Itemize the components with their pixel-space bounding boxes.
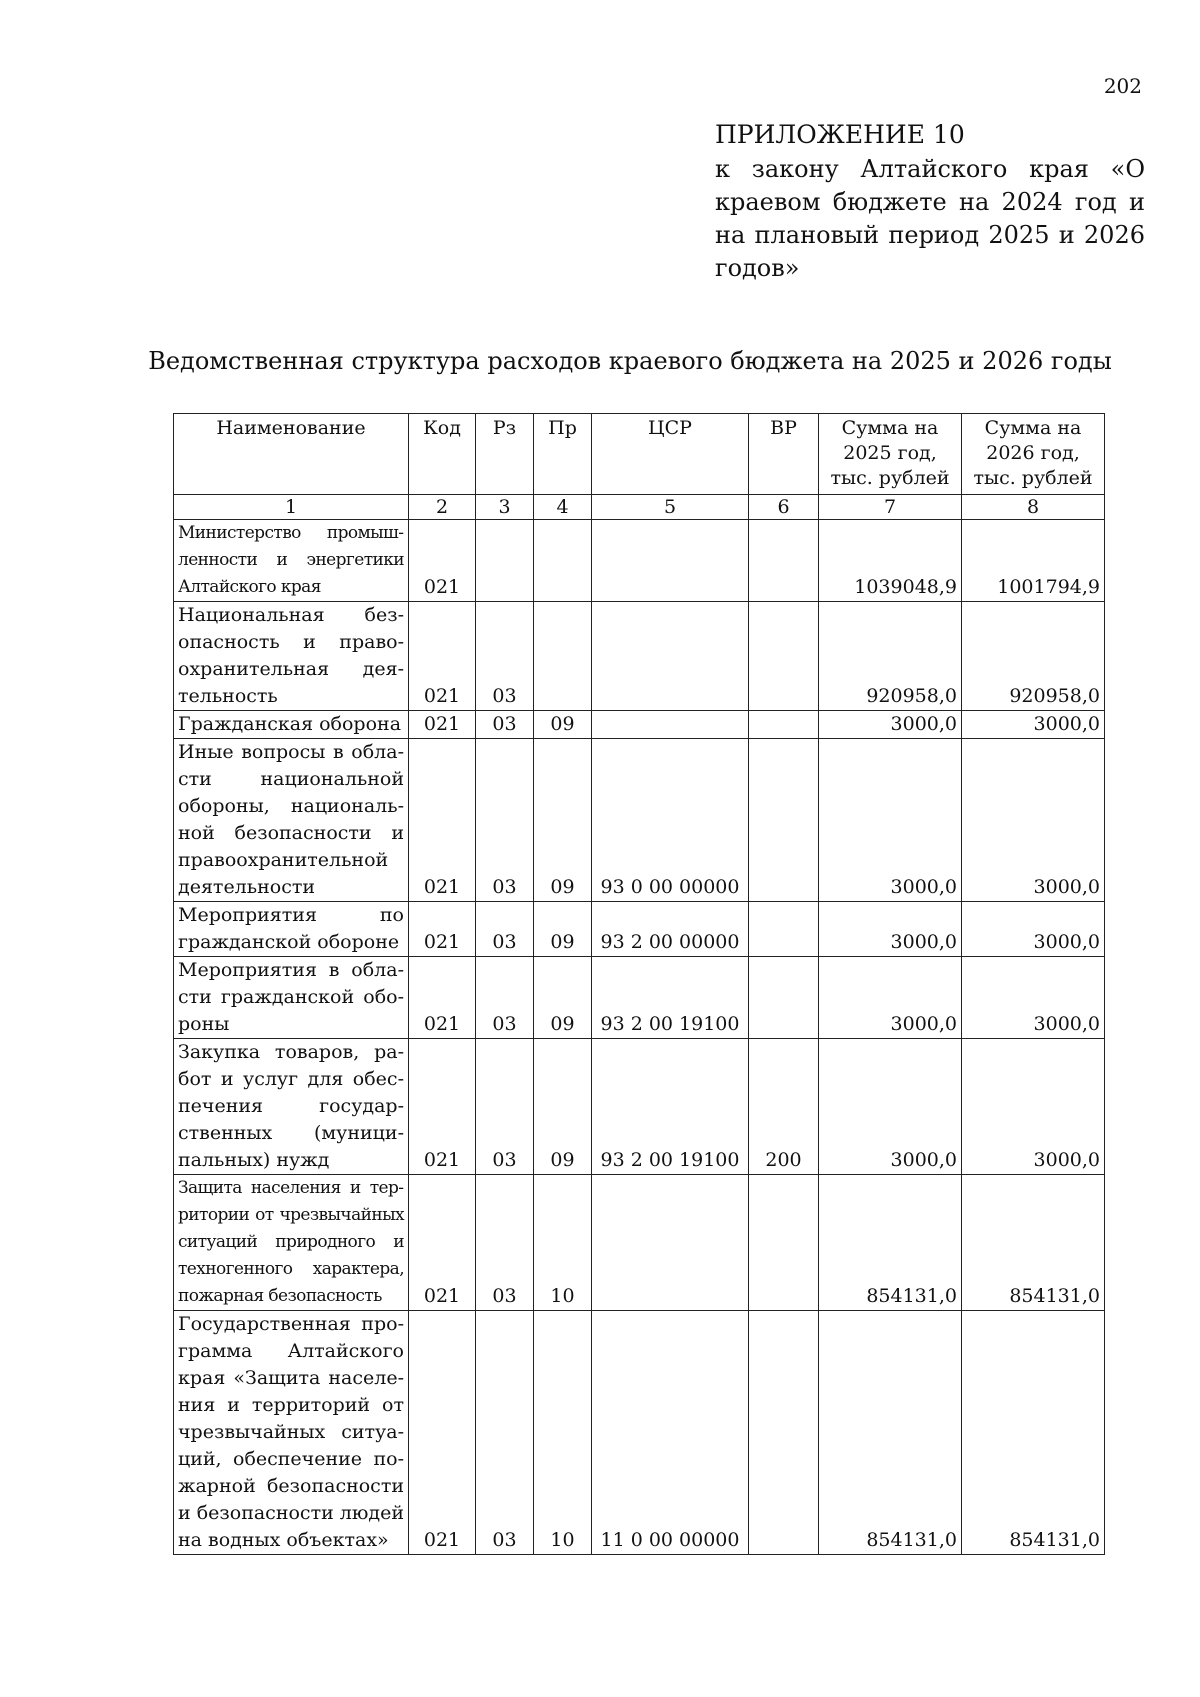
cell-rz: 03 <box>476 1175 534 1311</box>
header-pr: Пр <box>534 414 592 495</box>
header-sum-2025: Сумма на 2025 год, тыс. рублей <box>819 414 962 495</box>
cell-csr <box>592 602 749 711</box>
cell-sum-2026: 854131,0 <box>962 1175 1105 1311</box>
header-csr: ЦСР <box>592 414 749 495</box>
cell-kod: 021 <box>409 739 476 902</box>
cell-vr <box>749 902 819 957</box>
cell-sum-2026: 3000,0 <box>962 711 1105 739</box>
document-title: Ведомственная структура расходов краевого бюджета на 2025 и 2026 годы <box>148 347 1112 375</box>
column-number: 7 <box>819 495 962 520</box>
table-row <box>174 602 1105 711</box>
cell-sum-2025: 854131,0 <box>819 1311 962 1555</box>
cell-name: Мероприятия в области гражданской обороны <box>174 957 409 1039</box>
cell-sum-2026: 920958,0 <box>962 602 1105 711</box>
cell-pr: 10 <box>534 1311 592 1555</box>
column-number: 3 <box>476 495 534 520</box>
cell-sum-2025: 3000,0 <box>819 711 962 739</box>
cell-name: Закупка товаров, работ и услуг для обеспечения государственных (муниципальных) нужд <box>174 1039 409 1175</box>
header-vr: ВР <box>749 414 819 495</box>
cell-sum-2025: 3000,0 <box>819 739 962 902</box>
cell-rz: 03 <box>476 1311 534 1555</box>
cell-rz: 03 <box>476 739 534 902</box>
cell-csr <box>592 1175 749 1311</box>
cell-rz: 03 <box>476 902 534 957</box>
table-row <box>174 520 1105 602</box>
cell-vr <box>749 711 819 739</box>
cell-pr <box>534 520 592 602</box>
cell-sum-2026: 854131,0 <box>962 1311 1105 1555</box>
cell-sum-2025: 3000,0 <box>819 957 962 1039</box>
column-number: 4 <box>534 495 592 520</box>
cell-pr: 09 <box>534 739 592 902</box>
header-kod: Код <box>409 414 476 495</box>
cell-sum-2026: 3000,0 <box>962 902 1105 957</box>
cell-sum-2026: 3000,0 <box>962 1039 1105 1175</box>
cell-name: Министерство промышленности и энергетики Алтайского края <box>174 520 409 602</box>
cell-rz: 03 <box>476 1039 534 1175</box>
table-row <box>174 957 1105 1039</box>
cell-kod: 021 <box>409 1039 476 1175</box>
cell-pr: 10 <box>534 1175 592 1311</box>
cell-vr <box>749 1175 819 1311</box>
table-row <box>174 711 1105 739</box>
header-row <box>174 414 1105 495</box>
appendix-title: ПРИЛОЖЕНИЕ 10 <box>715 120 965 149</box>
cell-name: Защита населения и территории от чрезвычайных ситуаций природного и техногенного характера, пожарная безопасность <box>174 1175 409 1311</box>
cell-sum-2025: 854131,0 <box>819 1175 962 1311</box>
cell-pr: 09 <box>534 711 592 739</box>
table-row <box>174 1175 1105 1311</box>
cell-sum-2026: 3000,0 <box>962 739 1105 902</box>
column-number: 6 <box>749 495 819 520</box>
budget-table <box>173 413 1105 1555</box>
cell-pr: 09 <box>534 902 592 957</box>
cell-rz: 03 <box>476 957 534 1039</box>
cell-name: Мероприятия по гражданской обороне <box>174 902 409 957</box>
appendix-block <box>715 118 1145 285</box>
cell-csr: 93 0 00 00000 <box>592 739 749 902</box>
cell-sum-2026: 3000,0 <box>962 957 1105 1039</box>
table-row <box>174 739 1105 902</box>
header-name: Наименование <box>174 414 409 495</box>
cell-pr: 09 <box>534 1039 592 1175</box>
cell-csr <box>592 711 749 739</box>
table-row <box>174 902 1105 957</box>
cell-kod: 021 <box>409 1175 476 1311</box>
cell-name: Иные вопросы в области национальной обороны, национальной безопасности и правоохранительной деятельности <box>174 739 409 902</box>
column-number: 2 <box>409 495 476 520</box>
cell-vr <box>749 602 819 711</box>
cell-csr: 93 2 00 19100 <box>592 957 749 1039</box>
cell-kod: 021 <box>409 902 476 957</box>
cell-vr <box>749 1311 819 1555</box>
cell-name: Государственная программа Алтайского края «Защита населения и территорий от чрезвычайных ситуаций, обеспечение пожарной безопасности и безопасности людей на водных объектах» <box>174 1311 409 1555</box>
cell-vr <box>749 520 819 602</box>
column-number: 5 <box>592 495 749 520</box>
cell-csr: 11 0 00 00000 <box>592 1311 749 1555</box>
table-row <box>174 1311 1105 1555</box>
appendix-subtitle: к закону Алтайского края «О краевом бюджете на 2024 год и на плановый период 2025 и 2026 годов» <box>715 155 1145 282</box>
cell-sum-2025: 920958,0 <box>819 602 962 711</box>
column-number: 8 <box>962 495 1105 520</box>
header-rz: Рз <box>476 414 534 495</box>
cell-rz: 03 <box>476 711 534 739</box>
cell-pr <box>534 602 592 711</box>
cell-kod: 021 <box>409 602 476 711</box>
cell-pr: 09 <box>534 957 592 1039</box>
header-sum-2026: Сумма на 2026 год, тыс. рублей <box>962 414 1105 495</box>
cell-kod: 021 <box>409 711 476 739</box>
cell-name: Национальная безопасность и правоохранительная деятельность <box>174 602 409 711</box>
cell-vr: 200 <box>749 1039 819 1175</box>
cell-sum-2025: 3000,0 <box>819 902 962 957</box>
cell-kod: 021 <box>409 520 476 602</box>
cell-csr: 93 2 00 00000 <box>592 902 749 957</box>
cell-sum-2025: 3000,0 <box>819 1039 962 1175</box>
page-number: 202 <box>1103 74 1142 98</box>
cell-rz: 03 <box>476 602 534 711</box>
cell-csr: 93 2 00 19100 <box>592 1039 749 1175</box>
column-number-row <box>174 495 1105 520</box>
cell-name: Гражданская оборона <box>174 711 409 739</box>
cell-sum-2025: 1039048,9 <box>819 520 962 602</box>
cell-csr <box>592 520 749 602</box>
cell-rz <box>476 520 534 602</box>
table-row <box>174 1039 1105 1175</box>
cell-sum-2026: 1001794,9 <box>962 520 1105 602</box>
cell-kod: 021 <box>409 1311 476 1555</box>
cell-kod: 021 <box>409 957 476 1039</box>
cell-vr <box>749 957 819 1039</box>
cell-vr <box>749 739 819 902</box>
column-number: 1 <box>174 495 409 520</box>
